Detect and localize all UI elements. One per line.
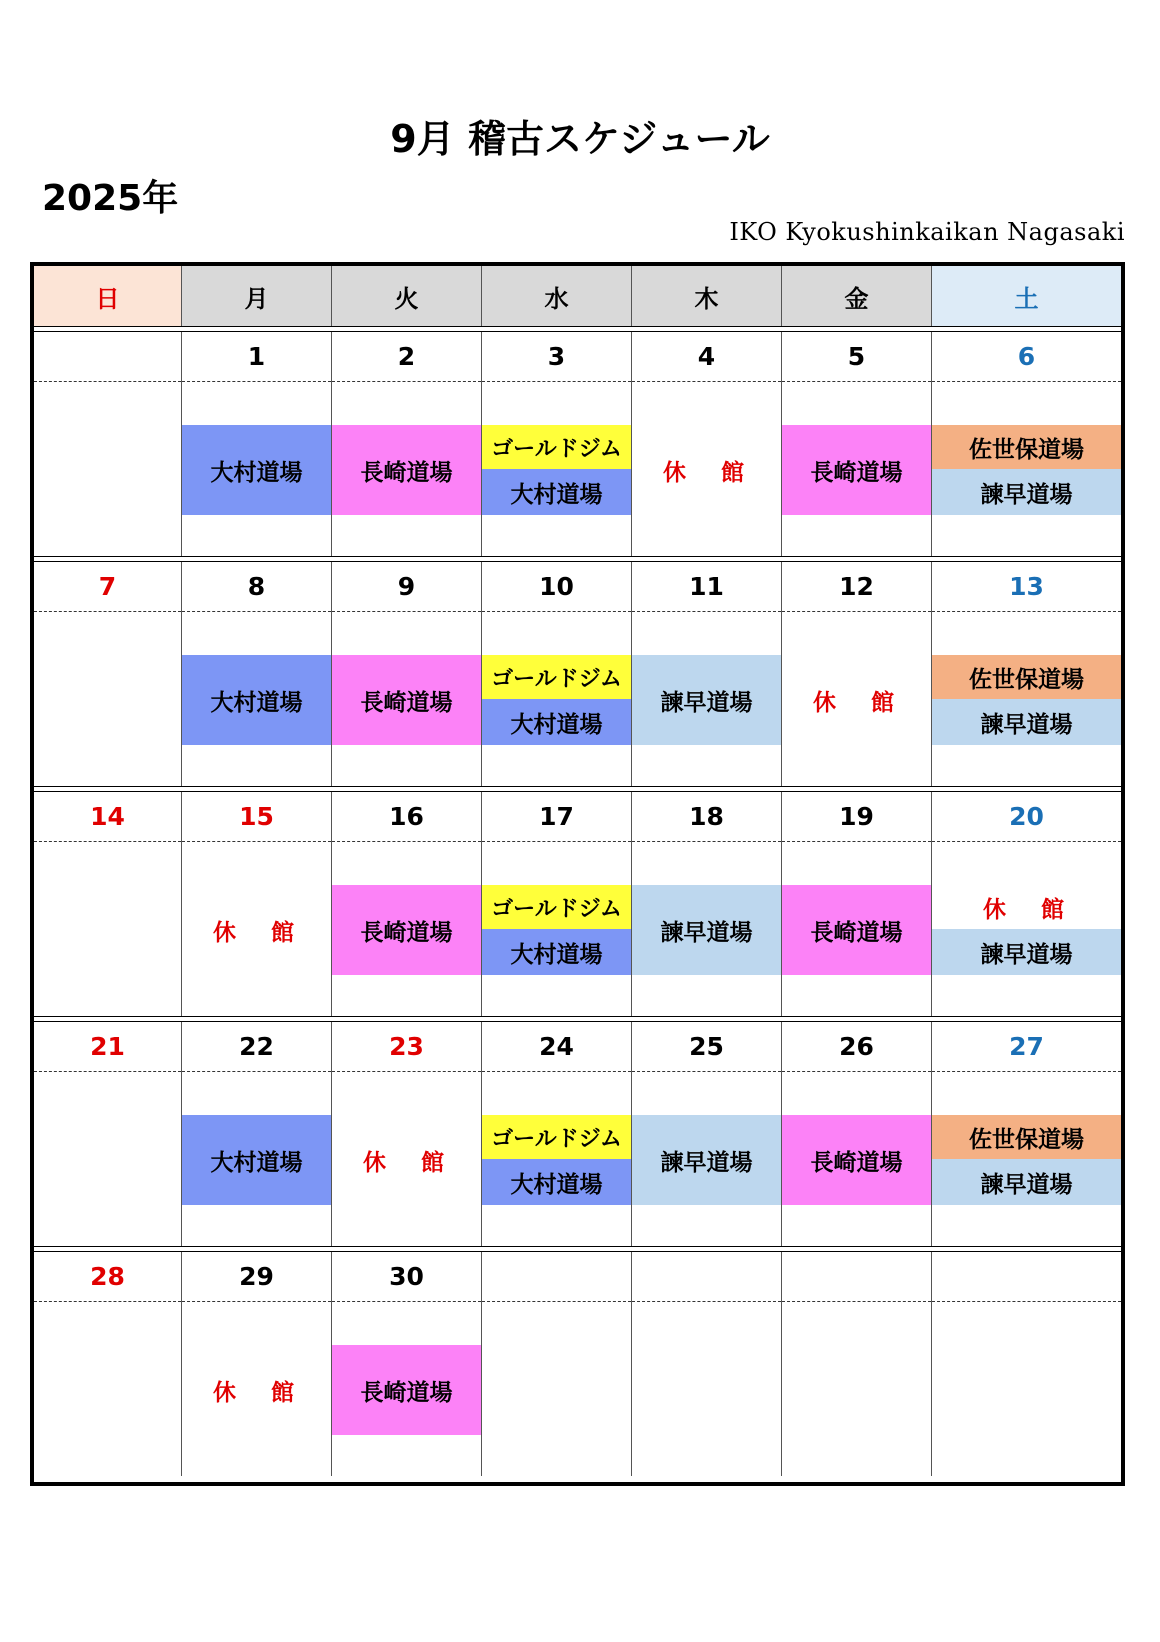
day-cell-sun <box>34 1252 182 1476</box>
organization-name: IKO Kyokushinkaikan Nagasaki <box>729 218 1125 246</box>
day-number: 26 <box>782 1022 931 1072</box>
event-nagasaki: 長崎道場 <box>332 425 481 515</box>
event-gold: ゴールドジム <box>482 1115 631 1159</box>
event-isahaya: 諫早道場 <box>932 1159 1121 1205</box>
event-omura: 大村道場 <box>182 1115 331 1205</box>
day-number: 4 <box>632 332 781 382</box>
day-number: 13 <box>932 562 1121 612</box>
day-number: 18 <box>632 792 781 842</box>
day-cell-fri <box>782 562 932 786</box>
day-cell-fri <box>782 1022 932 1246</box>
event-closed: 休 館 <box>983 895 1070 923</box>
day-cell-fri <box>782 792 932 1016</box>
day-number: 6 <box>932 332 1121 382</box>
day-cell-mon <box>182 332 332 556</box>
page-title: 9月 稽古スケジュール <box>390 117 770 161</box>
day-number <box>632 1252 781 1302</box>
weekday-header-wed: 水 <box>482 266 632 326</box>
day-number <box>34 332 181 382</box>
day-number: 21 <box>34 1022 181 1072</box>
day-cell-tue <box>332 1252 482 1476</box>
event-closed: 休 館 <box>213 1378 300 1406</box>
weekday-header-sat: 土 <box>932 266 1121 326</box>
day-number: 11 <box>632 562 781 612</box>
event-omura: 大村道場 <box>182 425 331 515</box>
event-omura: 大村道場 <box>482 1159 631 1205</box>
day-cell-mon <box>182 1252 332 1476</box>
day-cell-tue <box>332 332 482 556</box>
event-omura: 大村道場 <box>482 929 631 975</box>
weekday-header-sun: 日 <box>34 266 182 326</box>
event-nagasaki: 長崎道場 <box>332 885 481 975</box>
weekday-header-fri: 金 <box>782 266 932 326</box>
event-sasebo: 佐世保道場 <box>932 1115 1121 1159</box>
day-number: 30 <box>332 1252 481 1302</box>
day-number: 19 <box>782 792 931 842</box>
event-nagasaki: 長崎道場 <box>782 1115 931 1205</box>
event-isahaya: 諫早道場 <box>932 469 1121 515</box>
event-closed: 休 館 <box>213 918 300 946</box>
day-number: 29 <box>182 1252 331 1302</box>
day-cell-mon <box>182 1022 332 1246</box>
day-cell-sat <box>932 562 1121 786</box>
day-cell-wed <box>482 1022 632 1246</box>
day-number: 2 <box>332 332 481 382</box>
event-isahaya: 諫早道場 <box>932 699 1121 745</box>
event-nagasaki: 長崎道場 <box>782 425 931 515</box>
event-nagasaki: 長崎道場 <box>332 655 481 745</box>
event-omura: 大村道場 <box>482 699 631 745</box>
day-number: 5 <box>782 332 931 382</box>
day-cell-sat <box>932 1022 1121 1246</box>
event-sasebo: 佐世保道場 <box>932 655 1121 699</box>
day-number <box>782 1252 931 1302</box>
day-number: 10 <box>482 562 631 612</box>
day-number: 7 <box>34 562 181 612</box>
day-number: 3 <box>482 332 631 382</box>
day-cell-wed <box>482 562 632 786</box>
day-number: 25 <box>632 1022 781 1072</box>
day-cell-tue <box>332 1022 482 1246</box>
event-closed: 休 館 <box>663 458 750 486</box>
event-omura: 大村道場 <box>182 655 331 745</box>
day-cell-thu <box>632 1252 782 1476</box>
day-number: 23 <box>332 1022 481 1072</box>
day-number: 28 <box>34 1252 181 1302</box>
event-gold: ゴールドジム <box>482 425 631 469</box>
event-nagasaki: 長崎道場 <box>782 885 931 975</box>
weekday-header-thu: 木 <box>632 266 782 326</box>
calendar-grid <box>30 262 1125 1486</box>
day-number: 22 <box>182 1022 331 1072</box>
event-isahaya: 諫早道場 <box>632 1115 781 1205</box>
event-isahaya: 諫早道場 <box>632 655 781 745</box>
weekday-header-mon: 月 <box>182 266 332 326</box>
day-number: 27 <box>932 1022 1121 1072</box>
day-cell-thu <box>632 562 782 786</box>
day-number: 16 <box>332 792 481 842</box>
day-number <box>932 1252 1121 1302</box>
event-omura: 大村道場 <box>482 469 631 515</box>
day-number: 17 <box>482 792 631 842</box>
day-cell-wed <box>482 332 632 556</box>
day-cell-thu <box>632 792 782 1016</box>
event-nagasaki: 長崎道場 <box>332 1345 481 1435</box>
day-cell-tue <box>332 562 482 786</box>
day-cell-wed <box>482 1252 632 1476</box>
day-cell-sat <box>932 332 1121 556</box>
event-closed: 休 館 <box>813 688 900 716</box>
day-number: 14 <box>34 792 181 842</box>
event-sasebo: 佐世保道場 <box>932 425 1121 469</box>
week-row <box>34 562 1121 786</box>
day-cell-fri <box>782 1252 932 1476</box>
day-cell-sun <box>34 332 182 556</box>
day-number <box>482 1252 631 1302</box>
weekday-header-row <box>34 266 1121 326</box>
event-isahaya: 諫早道場 <box>632 885 781 975</box>
event-gold: ゴールドジム <box>482 885 631 929</box>
day-cell-sun <box>34 562 182 786</box>
day-number: 20 <box>932 792 1121 842</box>
day-cell-thu <box>632 1022 782 1246</box>
day-cell-sun <box>34 1022 182 1246</box>
day-number: 24 <box>482 1022 631 1072</box>
day-number: 8 <box>182 562 331 612</box>
week-row <box>34 1252 1121 1476</box>
week-row <box>34 792 1121 1016</box>
event-isahaya: 諫早道場 <box>932 929 1121 975</box>
day-cell-sat <box>932 1252 1121 1476</box>
day-cell-thu <box>632 332 782 556</box>
weekday-header-tue: 火 <box>332 266 482 326</box>
day-cell-tue <box>332 792 482 1016</box>
day-cell-mon <box>182 792 332 1016</box>
day-cell-sat <box>932 792 1121 1016</box>
week-row <box>34 332 1121 556</box>
day-cell-mon <box>182 562 332 786</box>
event-gold: ゴールドジム <box>482 655 631 699</box>
day-number: 15 <box>182 792 331 842</box>
day-cell-sun <box>34 792 182 1016</box>
event-closed: 休 館 <box>363 1148 450 1176</box>
week-row <box>34 1022 1121 1246</box>
day-number: 9 <box>332 562 481 612</box>
day-cell-wed <box>482 792 632 1016</box>
day-number: 12 <box>782 562 931 612</box>
year-label: 2025年 <box>42 178 179 219</box>
day-number: 1 <box>182 332 331 382</box>
day-cell-fri <box>782 332 932 556</box>
